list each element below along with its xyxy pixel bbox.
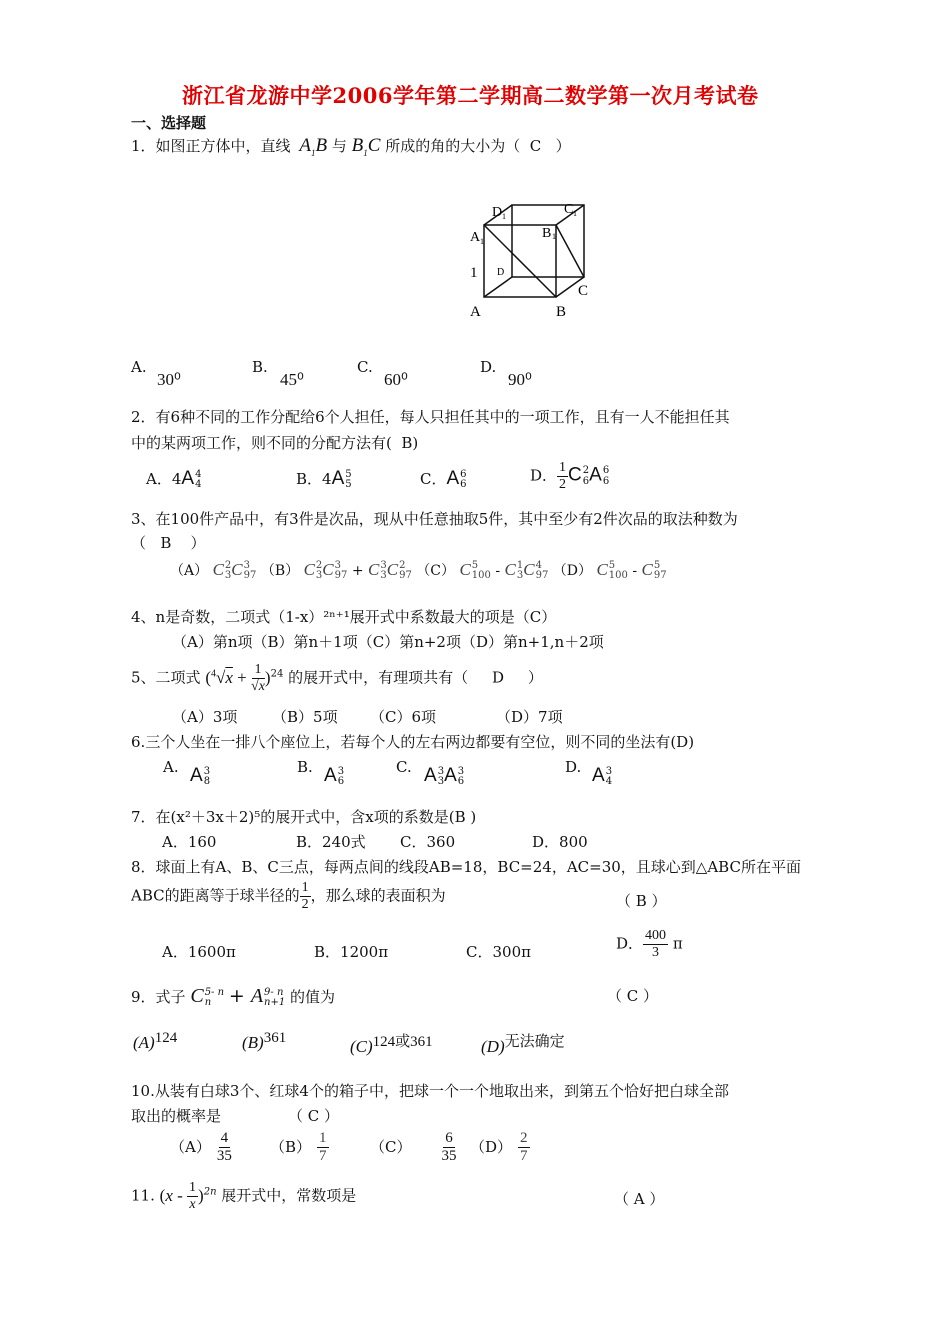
question-4-options: （A）第n项（B）第n＋1项（C）第n+2项（D）第n+1,n＋2项 <box>172 633 604 651</box>
q6-option-a-value: A 3 8 <box>190 765 211 787</box>
question-11-stem: 11. (x - $\frac{1}{x}$ )$^{2n}$ 展开式中，常数项是 <box>131 1180 357 1213</box>
label-edge-1: 1 <box>470 265 478 281</box>
q10-option-c: （C） $\frac{6}{35}$ <box>370 1130 457 1165</box>
q1-option-d: D. <box>480 358 497 376</box>
label-D: D <box>497 267 505 278</box>
label-B1: B <box>542 226 552 241</box>
question-8-line1: 8．球面上有A、B、C三点，每两点间的线段AB=18，BC=24，AC=30，且球心到△ABC所在平面 <box>131 858 801 876</box>
q2-option-d: D． $\frac{1}{2}$ C 2 6 A 6 6 <box>530 460 610 493</box>
q1-option-d-value: 90⁰ <box>508 370 532 389</box>
q8-option-d: D． $\frac{400}{3}$ π <box>616 928 683 961</box>
question-2-line1: 2．有6种不同的工作分配给6个人担任，每人只担任其中的一项工作，且有一人不能担任其 <box>131 408 730 426</box>
q6-option-c-value: A 3 3 A 3 6 <box>424 765 465 787</box>
question-10-line2: 取出的概率是 <box>131 1107 222 1125</box>
svg-text:1: 1 <box>502 212 506 221</box>
q6-option-d: D. <box>565 758 582 776</box>
q2-option-c: C．A 6 6 <box>420 468 467 490</box>
q9-option-d: (D)无法确定 <box>481 1032 565 1056</box>
q7-option-c: C．360 <box>400 833 456 851</box>
q3-options: （A） C 2 3 C 3 97 （B） C 2 3 C 3 97 + C 3 3 C 2 97 （C） C 5 100 - C 1 3 C 4 97 （D） C 5 100 - C 5 97 <box>170 559 667 581</box>
q1-option-c-value: 60⁰ <box>384 370 408 389</box>
q10-answer: （ C ） <box>288 1107 340 1125</box>
answer-mark: B <box>160 534 172 552</box>
q9-option-c: (C)124或361 <box>350 1034 433 1056</box>
q8-answer: （ B ） <box>616 892 667 910</box>
q5-option-b: （B）5项 <box>272 708 338 726</box>
question-2-line2: 中的某两项工作，则不同的分配方法有( B) <box>131 434 419 452</box>
q9-option-a: (A)124 <box>133 1030 178 1052</box>
q8-option-b: B．1200π <box>314 943 389 961</box>
q6-option-c: C. <box>396 758 412 776</box>
question-5-stem: 5、二项式 ($^4$√x + $\frac{1}{√x}$ )$^{24}$ 的展开式中，有理项共有（ D ） <box>131 662 543 695</box>
answer-mark: D <box>491 668 504 687</box>
q6-option-b: B. <box>297 758 313 776</box>
q1-option-c: C. <box>357 358 373 376</box>
question-8-line2: ABC的距离等于球半径的 $\frac{1}{2}$ ，那么球的表面积为 <box>131 880 446 913</box>
question-1-stem: 1．如图正方体中，直线 $A_1B$ 与 $B_1C$ 所成的角的大小为（ C ） <box>131 135 571 158</box>
question-6-line1: 6.三个人坐在一排八个座位上，若每个人的左右两边都要有空位，则不同的坐法有(D) <box>131 733 695 751</box>
q10-option-d: （D） $\frac{2}{7}$ <box>470 1130 528 1165</box>
page-title: 浙江省龙游中学2006学年第二学期高二数学第一次月考试卷 <box>182 83 759 108</box>
q6-option-a: A. <box>163 758 179 776</box>
q8-option-c: C．300π <box>466 943 531 961</box>
svg-text:1: 1 <box>573 209 577 218</box>
q1-option-b: B. <box>252 358 268 376</box>
q1-option-a-value: 30⁰ <box>157 370 181 389</box>
q8-option-a: A．1600π <box>162 943 236 961</box>
q2-option-b: B．4A 5 5 <box>296 468 352 490</box>
question-4-line1: 4、n是奇数，二项式（1-x）²ⁿ⁺¹展开式中系数最大的项是（C） <box>131 608 557 626</box>
answer-mark: B) <box>401 434 419 452</box>
question-9-stem: 9．式子 C 5- n n + A 9- n n+1 的值为 <box>131 985 336 1008</box>
q7-option-b: B．240式 <box>296 833 366 851</box>
svg-text:1: 1 <box>552 232 556 241</box>
question-3-line2: （ B ） <box>131 534 206 552</box>
question-7-line1: 7．在(x²＋3x＋2)⁵的展开式中，含x项的系数是(B ) <box>131 808 477 826</box>
q9-option-b: (B)361 <box>242 1030 287 1052</box>
q6-option-b-value: A 3 6 <box>324 765 345 787</box>
label-C1: C <box>564 202 574 217</box>
q1-option-a: A. <box>131 358 147 376</box>
label-B: B <box>556 304 567 320</box>
answer-mark: C <box>529 137 542 155</box>
q10-option-a: （A） $\frac{4}{35}$ <box>170 1130 232 1165</box>
label-A: A <box>470 304 481 320</box>
q7-option-d: D．800 <box>532 833 588 851</box>
question-3-line1: 3、在100件产品中，有3件是次品，现从中任意抽取5件，其中至少有2件次品的取法种数为 <box>131 510 738 528</box>
q5-option-d: （D）7项 <box>496 708 563 726</box>
svg-text:1: 1 <box>480 237 484 246</box>
q7-option-a: A．160 <box>162 833 217 851</box>
q10-option-b: （B） $\frac{1}{7}$ <box>270 1130 327 1165</box>
cube-figure <box>460 195 600 325</box>
q5-option-c: （C）6项 <box>370 708 437 726</box>
q5-option-a: （A）3项 <box>172 708 238 726</box>
q11-answer: （ A ） <box>614 1190 665 1208</box>
question-10-line1: 10.从装有白球3个、红球4个的箱子中，把球一个一个地取出来，到第五个恰好把白球全部 <box>131 1082 729 1100</box>
q2-option-a: A．4A 4 4 <box>146 468 202 490</box>
label-C: C <box>578 283 589 299</box>
q1-option-b-value: 45⁰ <box>280 370 304 389</box>
label-A1: A <box>470 230 481 245</box>
label-D1: D <box>492 205 503 220</box>
q9-answer: （ C ） <box>607 987 659 1005</box>
q6-option-d-value: A 3 4 <box>592 765 613 787</box>
section-heading: 一、选择题 <box>131 114 207 132</box>
